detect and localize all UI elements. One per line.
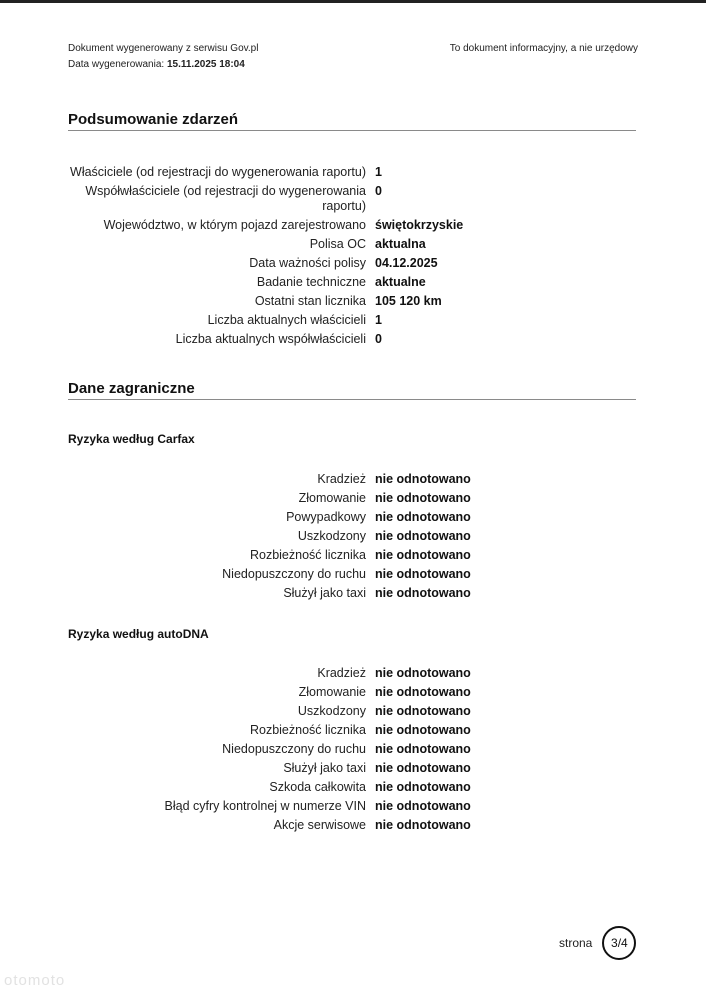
- carfax-label: Złomowanie: [298, 491, 366, 505]
- carfax-table: [68, 472, 636, 605]
- summary-value: 0: [375, 332, 382, 346]
- autodna-label: Akcje serwisowe: [273, 818, 366, 832]
- autodna-value: nie odnotowano: [375, 818, 471, 832]
- summary-value: 1: [375, 165, 382, 179]
- generated-from-text: Dokument wygenerowany z serwisu Gov.pl: [68, 43, 259, 54]
- summary-label: Liczba aktualnych właścicieli: [207, 313, 366, 327]
- top-border: [0, 0, 706, 3]
- carfax-row: [68, 586, 636, 605]
- generation-date: [68, 57, 245, 73]
- carfax-label: Kradzież: [317, 472, 366, 486]
- summary-label: Właściciele (od rejestracji do wygenerowania raportu): [70, 165, 366, 179]
- foreign-section-title: Dane zagraniczne: [68, 380, 636, 400]
- summary-row: [68, 275, 636, 294]
- page-footer: [559, 926, 636, 960]
- summary-label: Polisa OC: [309, 237, 366, 251]
- carfax-value: nie odnotowano: [375, 586, 471, 600]
- autodna-value: nie odnotowano: [375, 761, 471, 775]
- summary-value: 04.12.2025: [375, 256, 438, 270]
- autodna-row: [68, 761, 636, 780]
- carfax-label: Powypadkowy: [286, 510, 366, 524]
- page-number: 3/4: [611, 936, 628, 950]
- carfax-value: nie odnotowano: [375, 510, 471, 524]
- carfax-value: nie odnotowano: [375, 529, 471, 543]
- autodna-table: [68, 666, 636, 837]
- disclaimer-text: To dokument informacyjny, a nie urzędowy: [449, 43, 638, 54]
- autodna-value: nie odnotowano: [375, 799, 471, 813]
- carfax-value: nie odnotowano: [375, 491, 471, 505]
- carfax-row: [68, 510, 636, 529]
- document-header: [68, 41, 638, 73]
- carfax-label: Niedopuszczony do ruchu: [222, 567, 366, 581]
- summary-table: [68, 165, 636, 351]
- summary-value: aktualna: [375, 237, 426, 251]
- autodna-row: [68, 799, 636, 818]
- summary-row: [68, 256, 636, 275]
- autodna-label: Kradzież: [317, 666, 366, 680]
- summary-label: Liczba aktualnych współwłaścicieli: [175, 332, 366, 346]
- otomoto-watermark: otomoto: [4, 972, 66, 989]
- carfax-row: [68, 491, 636, 510]
- autodna-label: Złomowanie: [298, 685, 366, 699]
- autodna-label: Błąd cyfry kontrolnej w numerze VIN: [164, 799, 366, 813]
- carfax-subsection-title: Ryzyka według Carfax: [68, 432, 195, 446]
- summary-label: Data ważności polisy: [249, 256, 366, 270]
- autodna-value: nie odnotowano: [375, 666, 471, 680]
- autodna-label: Uszkodzony: [297, 704, 366, 718]
- summary-row: [68, 218, 636, 237]
- summary-row: [68, 294, 636, 313]
- autodna-value: nie odnotowano: [375, 685, 471, 699]
- summary-label: Badanie techniczne: [256, 275, 366, 289]
- autodna-value: nie odnotowano: [375, 723, 471, 737]
- summary-value: 1: [375, 313, 382, 327]
- autodna-subsection-title: Ryzyka według autoDNA: [68, 627, 209, 641]
- carfax-value: nie odnotowano: [375, 567, 471, 581]
- autodna-row: [68, 723, 636, 742]
- summary-row: [68, 332, 636, 351]
- carfax-label: Rozbieżność licznika: [249, 548, 366, 562]
- page-number-badge: [602, 926, 636, 960]
- autodna-row: [68, 818, 636, 837]
- summary-value: 0: [375, 184, 382, 198]
- summary-value: świętokrzyskie: [375, 218, 464, 232]
- summary-value: 105 120 km: [375, 294, 442, 308]
- autodna-label: Służył jako taxi: [283, 761, 366, 775]
- autodna-row: [68, 704, 636, 723]
- summary-row: [68, 313, 636, 332]
- carfax-value: nie odnotowano: [375, 472, 471, 486]
- summary-section-title: Podsumowanie zdarzeń: [68, 111, 636, 131]
- carfax-label: Uszkodzony: [297, 529, 366, 543]
- autodna-label: Szkoda całkowita: [269, 780, 366, 794]
- summary-row: [68, 184, 636, 218]
- autodna-row: [68, 666, 636, 685]
- carfax-value: nie odnotowano: [375, 548, 471, 562]
- autodna-value: nie odnotowano: [375, 742, 471, 756]
- autodna-value: nie odnotowano: [375, 780, 471, 794]
- summary-label: Województwo, w którym pojazd zarejestrowano: [103, 218, 366, 232]
- autodna-label: Rozbieżność licznika: [249, 723, 366, 737]
- summary-label: Ostatni stan licznika: [254, 294, 366, 308]
- carfax-row: [68, 567, 636, 586]
- autodna-row: [68, 685, 636, 704]
- summary-value: aktualne: [375, 275, 426, 289]
- summary-row: [68, 165, 636, 184]
- summary-row: [68, 237, 636, 256]
- carfax-row: [68, 472, 636, 491]
- autodna-value: nie odnotowano: [375, 704, 471, 718]
- carfax-row: [68, 529, 636, 548]
- page-label: strona: [559, 936, 593, 950]
- carfax-label: Służył jako taxi: [283, 586, 366, 600]
- autodna-row: [68, 780, 636, 799]
- summary-label: Współwłaściciele (od rejestracji do wygenerowania raportu): [85, 184, 366, 213]
- autodna-label: Niedopuszczony do ruchu: [222, 742, 366, 756]
- autodna-row: [68, 742, 636, 761]
- generation-date-value: 15.11.2025 18:04: [166, 59, 245, 70]
- carfax-row: [68, 548, 636, 567]
- generation-date-label: Data wygenerowania:: [68, 59, 165, 70]
